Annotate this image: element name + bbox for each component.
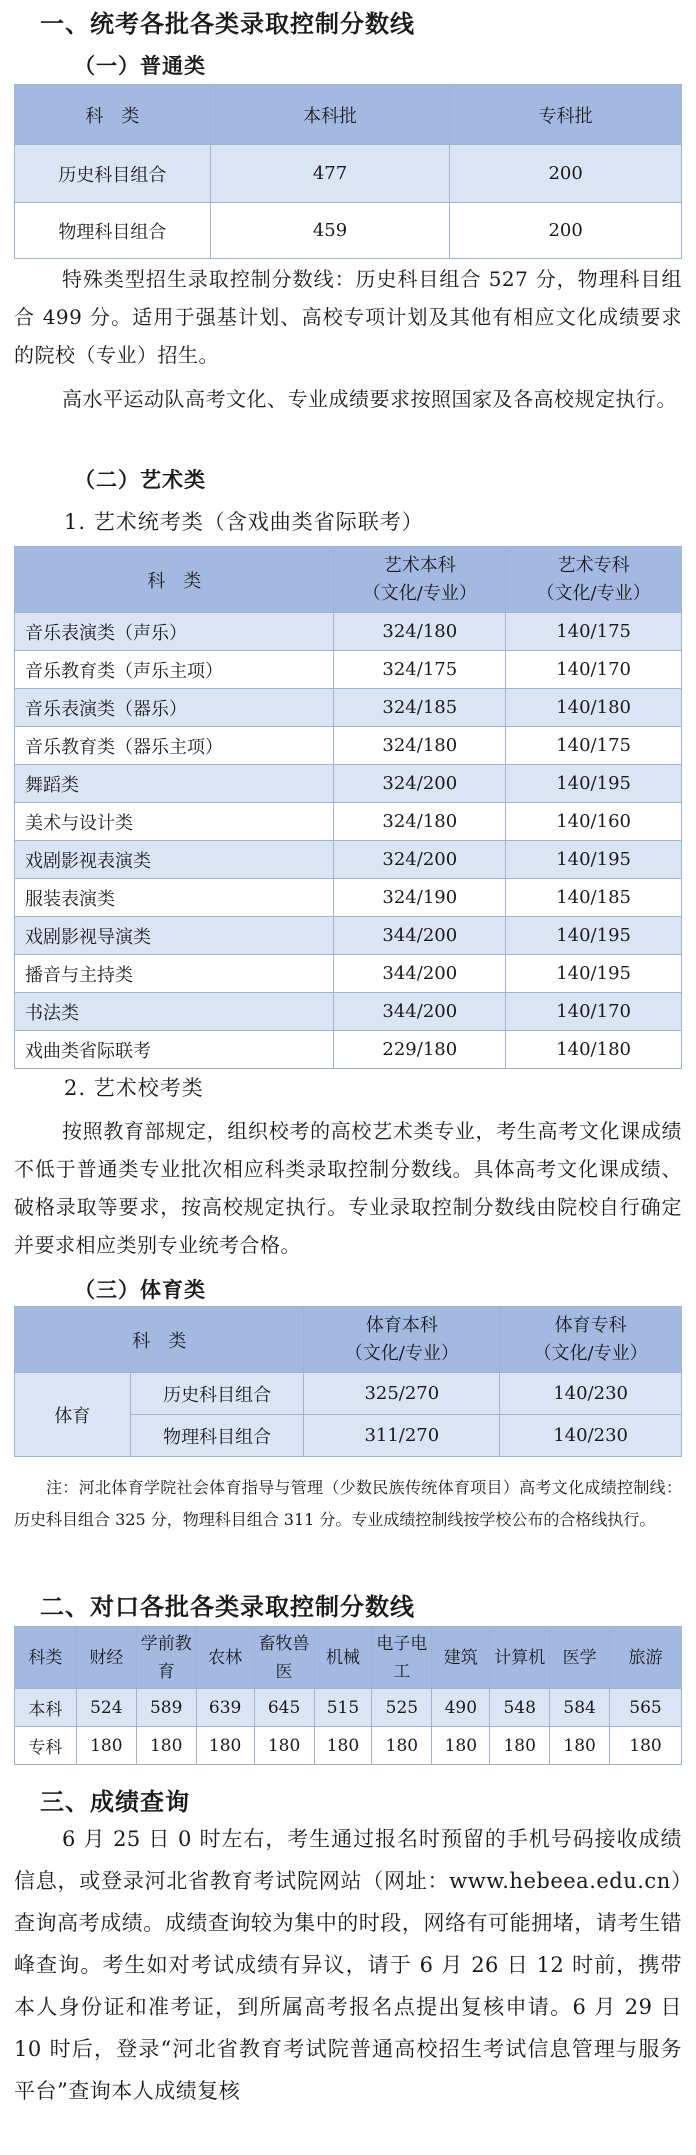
table-row: [15, 203, 682, 259]
header-college: 专科批: [450, 85, 682, 145]
cell-value: 589: [136, 1689, 196, 1727]
header-subject: 科 类: [15, 85, 211, 145]
cell-subject: 历史科目组合: [15, 145, 211, 203]
cell-subject: 服装表演类: [15, 879, 334, 917]
table-row: [15, 803, 682, 841]
header-label: 艺术本科: [383, 554, 456, 576]
cell-college: 140/195: [506, 955, 682, 993]
cell-value: 584: [550, 1689, 610, 1727]
cell-bachelor: 344/200: [334, 955, 506, 993]
header-label: 艺术专科: [557, 554, 630, 576]
cell-subject: 戏剧影视表演类: [15, 841, 334, 879]
paragraph-sports-team: 高水平运动队高考文化、专业成绩要求按照国家及各高校规定执行。: [62, 387, 677, 411]
cell-college: 140/230: [500, 1373, 682, 1415]
header-sublabel: （文化/专业）: [533, 1342, 648, 1364]
cell-value: 525: [372, 1689, 432, 1727]
cell-subject: 音乐表演类（声乐）: [15, 613, 334, 651]
subsection-general-title: （一）普通类: [74, 53, 206, 78]
header-tourism: 旅游: [610, 1627, 682, 1689]
cell-bachelor: 324/180: [334, 613, 506, 651]
general-table: [14, 84, 682, 259]
table-row: [15, 993, 682, 1031]
header-agriculture: 农林: [196, 1627, 254, 1689]
header-sublabel: （文化/专业）: [536, 582, 651, 604]
cell-college: 140/195: [506, 841, 682, 879]
table-row: [15, 145, 682, 203]
cell-subject: 物理科目组合: [15, 203, 211, 259]
table-row: [15, 1373, 682, 1415]
cell-bachelor: 311/270: [304, 1415, 500, 1457]
paragraph-art-school: 按照教育部规定，组织校考的高校艺术类专业，考生高考文化课成绩不低于普通类专业批次相应科类录取控制分数线。具体高考文化课成绩、破格录取等要求，按高校规定执行。专业录取控制分数线由院校自行确定并要求相应类别专业统考合格。: [14, 1119, 682, 1257]
cell-value: 548: [490, 1689, 550, 1727]
cell-value: 180: [314, 1727, 372, 1765]
cell-subject: 播音与主持类: [15, 955, 334, 993]
table-row: [15, 651, 682, 689]
cell-subject: 音乐教育类（器乐主项）: [15, 727, 334, 765]
cell-college: 140/180: [506, 1031, 682, 1069]
pe-table: [14, 1306, 682, 1457]
cell-value: 180: [372, 1727, 432, 1765]
cell-value: 639: [196, 1689, 254, 1727]
cell-value: 490: [432, 1689, 490, 1727]
paragraph-special-type: 特殊类型招生录取控制分数线：历史科目组合 527 分，物理科目组合 499 分。适用于强基计划、高校专项计划及其他有相应文化成绩要求的院校（专业）招生。: [14, 267, 682, 367]
cell-subject: 历史科目组合: [130, 1373, 304, 1415]
cell-bachelor: 344/200: [334, 993, 506, 1031]
header-subject: 科 类: [15, 1307, 304, 1373]
art-school-title: 2. 艺术校考类: [64, 1076, 204, 1100]
cell-value: 180: [136, 1727, 196, 1765]
table-row: [15, 765, 682, 803]
cell-value: 180: [76, 1727, 136, 1765]
cell-group: 体育: [15, 1373, 131, 1457]
cell-college: 140/180: [506, 689, 682, 727]
cell-bachelor: 229/180: [334, 1031, 506, 1069]
cell-bachelor: 324/185: [334, 689, 506, 727]
cell-value: 180: [610, 1727, 682, 1765]
cell-bachelor: 344/200: [334, 917, 506, 955]
cell-bachelor: 324/190: [334, 879, 506, 917]
cell-college: 140/185: [506, 879, 682, 917]
cell-bachelor: 324/175: [334, 651, 506, 689]
cell-college: 200: [450, 145, 682, 203]
cell-value: 645: [254, 1689, 314, 1727]
header-electrical: 电子电工: [372, 1627, 432, 1689]
section1-title: 一、统考各批各类录取控制分数线: [40, 9, 415, 38]
header-veterinary: 畜牧兽医: [254, 1627, 314, 1689]
cell-value: 524: [76, 1689, 136, 1727]
header-label: 体育专科: [554, 1314, 627, 1336]
table-row: [15, 727, 682, 765]
table-row: [15, 613, 682, 651]
header-art-college: [506, 547, 682, 613]
cell-bachelor: 324/180: [334, 727, 506, 765]
cell-subject: 音乐教育类（声乐主项）: [15, 651, 334, 689]
cell-subject: 书法类: [15, 993, 334, 1031]
header-category: 科类: [15, 1627, 77, 1689]
cell-value: 565: [610, 1689, 682, 1727]
header-medicine: 医学: [550, 1627, 610, 1689]
cell-bachelor: 324/200: [334, 841, 506, 879]
header-construction: 建筑: [432, 1627, 490, 1689]
table-row: [15, 689, 682, 727]
header-sublabel: （文化/专业）: [362, 582, 477, 604]
cell-value: 180: [490, 1727, 550, 1765]
subsection-pe-title: （三）体育类: [74, 1277, 206, 1302]
cell-value: 180: [254, 1727, 314, 1765]
header-bachelor: 本科批: [210, 85, 450, 145]
header-preschool: 学前教育: [136, 1627, 196, 1689]
cell-college: 140/195: [506, 917, 682, 955]
cell-college: 140/175: [506, 613, 682, 651]
cell-college: 140/230: [500, 1415, 682, 1457]
paragraph-score-query: 6 月 25 日 0 时左右，考生通过报名时预留的手机号码接收成绩信息，或登录河北省教育考试院网站（网址：www.hebeea.edu.cn）查询高考成绩。成绩查询较为集中的时段，网络有可能拥堵，请考生错峰查询。考生如对考试成绩有异议，请于 6 月 26 日 12 时前，携带本人身份证和准考证，到所属高考报名点提出复核申请。6 月 29 日 10 时后，登录“河北省教育考试院普通高校招生考试信息管理与服务平台”查询本人成绩复核: [14, 1827, 682, 2103]
header-art-bachelor: [334, 547, 506, 613]
cell-bachelor: 324/200: [334, 765, 506, 803]
header-pe-college: [500, 1307, 682, 1373]
table-row: [15, 917, 682, 955]
section3-title: 三、成绩查询: [40, 1787, 190, 1816]
header-finance: 财经: [76, 1627, 136, 1689]
art-unified-title: 1. 艺术统考类（含戏曲类省际联考）: [64, 510, 424, 534]
cell-value: 180: [196, 1727, 254, 1765]
cell-subject: 美术与设计类: [15, 803, 334, 841]
cell-subject: 物理科目组合: [130, 1415, 304, 1457]
header-mechanical: 机械: [314, 1627, 372, 1689]
subsection-art-title: （二）艺术类: [74, 467, 206, 492]
cell-bachelor: 477: [210, 145, 450, 203]
header-subject: 科 类: [15, 547, 334, 613]
table-row: [15, 841, 682, 879]
pe-note: 注：河北体育学院社会体育指导与管理（少数民族传统体育项目）高考文化成绩控制线：历史科目组合 325 分，物理科目组合 311 分。专业成绩控制线按学校公布的合格线执行。: [14, 1478, 682, 1529]
table-row: [15, 1727, 682, 1765]
header-pe-bachelor: [304, 1307, 500, 1373]
cell-subject: 舞蹈类: [15, 765, 334, 803]
header-label: 体育本科: [365, 1314, 438, 1336]
cell-college: 140/175: [506, 727, 682, 765]
cell-bachelor: 325/270: [304, 1373, 500, 1415]
cell-college: 140/195: [506, 765, 682, 803]
header-sublabel: （文化/专业）: [344, 1342, 459, 1364]
art-table: [14, 546, 682, 1069]
cell-college: 140/170: [506, 993, 682, 1031]
cell-subject: 戏剧影视导演类: [15, 917, 334, 955]
cell-bachelor: 459: [210, 203, 450, 259]
section2-title: 二、对口各批各类录取控制分数线: [40, 1592, 415, 1621]
cell-subject: 戏曲类省际联考: [15, 1031, 334, 1069]
cell-subject: 音乐表演类（器乐）: [15, 689, 334, 727]
table-row: [15, 1689, 682, 1727]
cell-category: 本科: [15, 1689, 77, 1727]
table-row: [15, 879, 682, 917]
cell-category: 专科: [15, 1727, 77, 1765]
cell-value: 515: [314, 1689, 372, 1727]
vocational-table: [14, 1626, 682, 1765]
cell-college: 140/170: [506, 651, 682, 689]
cell-college: 140/160: [506, 803, 682, 841]
cell-bachelor: 324/180: [334, 803, 506, 841]
table-row: [15, 955, 682, 993]
table-row: [15, 1031, 682, 1069]
cell-college: 200: [450, 203, 682, 259]
cell-value: 180: [550, 1727, 610, 1765]
cell-value: 180: [432, 1727, 490, 1765]
header-computer: 计算机: [490, 1627, 550, 1689]
